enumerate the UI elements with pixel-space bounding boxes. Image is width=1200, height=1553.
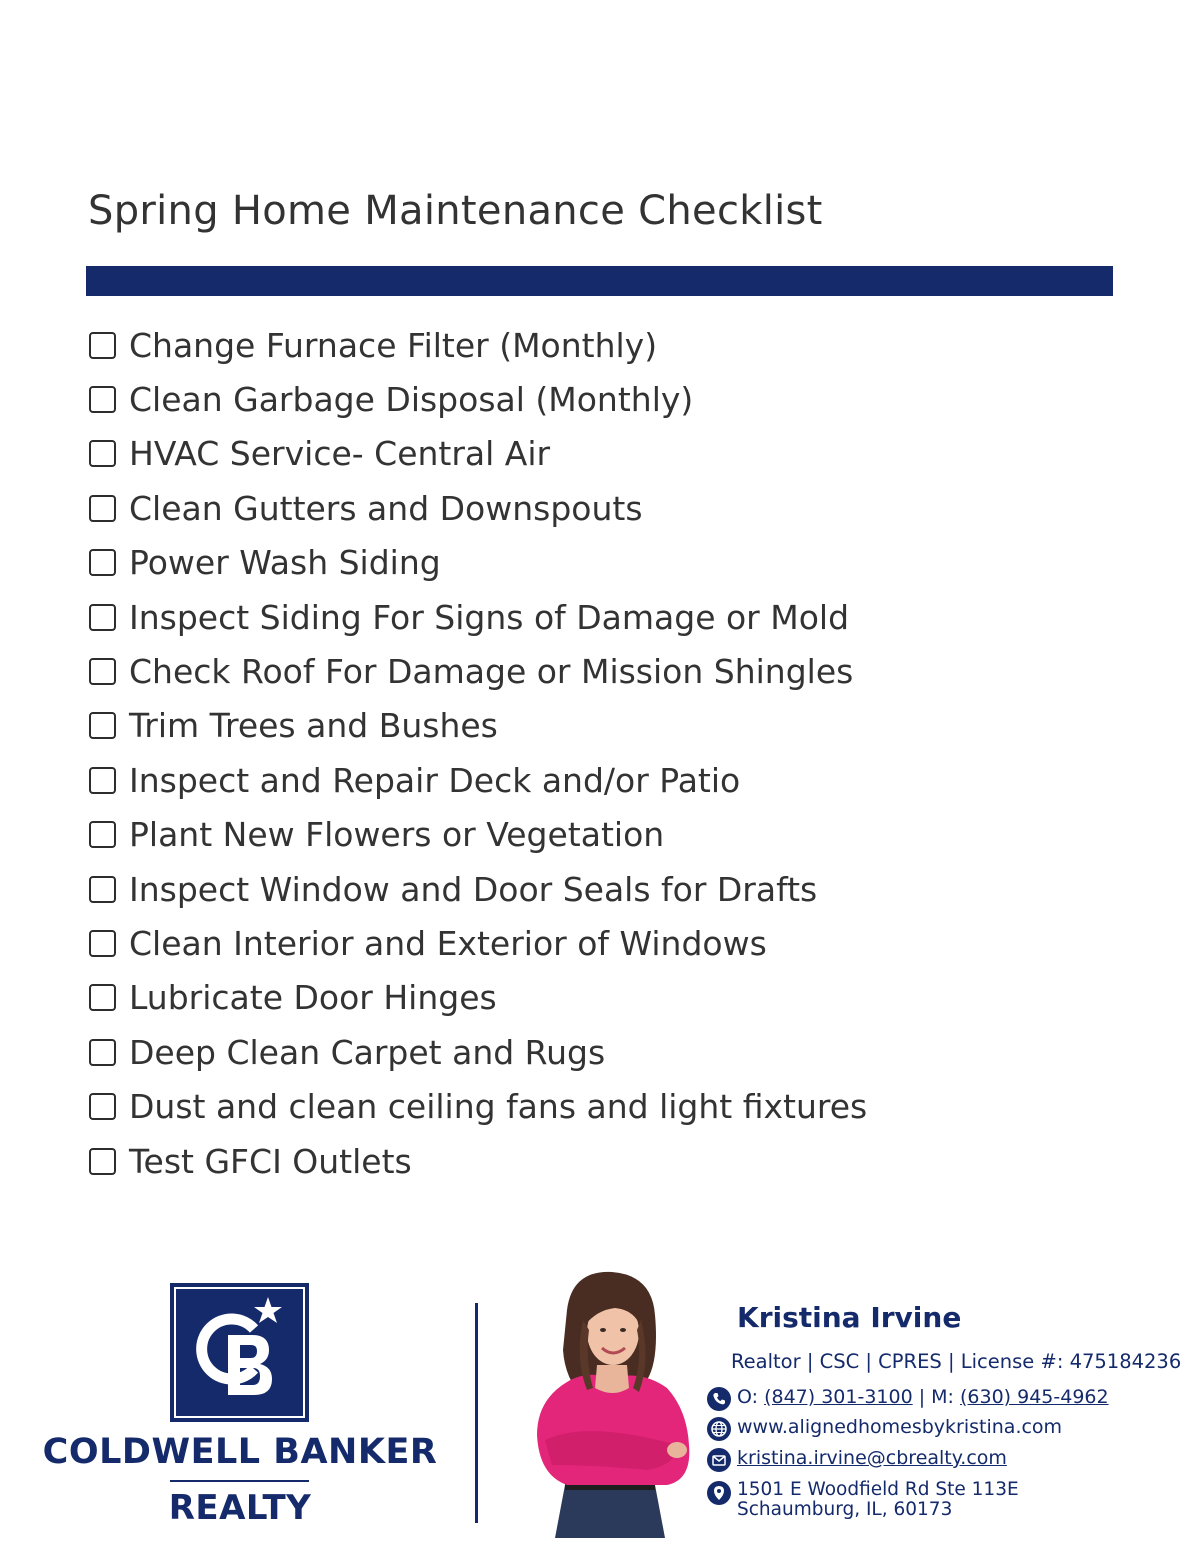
checklist-item-label: Change Furnace Filter (Monthly) bbox=[129, 325, 658, 365]
mobile-phone-link[interactable]: (630) 945-4962 bbox=[960, 1386, 1109, 1408]
agent-photo bbox=[527, 1270, 697, 1538]
phone-row bbox=[707, 1386, 1109, 1411]
checklist-item-label: Deep Clean Carpet and Rugs bbox=[129, 1032, 606, 1072]
address-row bbox=[707, 1480, 1019, 1520]
address-line2: Schaumburg, IL, 60173 bbox=[737, 1499, 953, 1520]
checkbox[interactable] bbox=[89, 495, 116, 522]
checklist-item bbox=[89, 971, 867, 1025]
checklist-item-label: Power Wash Siding bbox=[129, 543, 441, 583]
checklist-item bbox=[89, 318, 867, 372]
checklist-item bbox=[89, 536, 867, 590]
location-pin-icon bbox=[707, 1481, 731, 1505]
office-prefix: O: bbox=[737, 1386, 765, 1408]
email-row bbox=[707, 1447, 1007, 1472]
mobile-separator: | M: bbox=[912, 1386, 960, 1408]
checklist bbox=[89, 318, 867, 1188]
checklist-item bbox=[89, 699, 867, 753]
checklist-item-label: Plant New Flowers or Vegetation bbox=[129, 815, 665, 855]
coldwell-banker-logo-icon bbox=[170, 1283, 309, 1422]
address-line1: 1501 E Woodfield Rd Ste 113E bbox=[737, 1479, 1019, 1500]
checklist-item bbox=[89, 916, 867, 970]
checklist-item-label: Test GFCI Outlets bbox=[129, 1141, 412, 1181]
checklist-item-label: Dust and clean ceiling fans and light fixtures bbox=[129, 1087, 868, 1127]
checkbox[interactable] bbox=[89, 984, 116, 1011]
globe-icon bbox=[707, 1417, 731, 1441]
checklist-item bbox=[89, 644, 867, 698]
website-link[interactable]: www.alignedhomesbykristina.com bbox=[737, 1416, 1063, 1438]
brand-name-line1: COLDWELL BANKER bbox=[42, 1432, 438, 1472]
checklist-item-label: Clean Interior and Exterior of Windows bbox=[129, 923, 767, 963]
checkbox[interactable] bbox=[89, 876, 116, 903]
checklist-item-label: Clean Gutters and Downspouts bbox=[129, 488, 643, 528]
checklist-item-label: HVAC Service- Central Air bbox=[129, 434, 551, 474]
agent-name: Kristina Irvine bbox=[737, 1301, 962, 1334]
checklist-item bbox=[89, 372, 867, 426]
checklist-item-label: Trim Trees and Bushes bbox=[129, 706, 498, 746]
checkbox[interactable] bbox=[89, 1093, 116, 1120]
checklist-item-label: Inspect and Repair Deck and/or Patio bbox=[129, 760, 741, 800]
checklist-item bbox=[89, 1134, 867, 1188]
office-phone-link[interactable]: (847) 301-3100 bbox=[764, 1386, 913, 1408]
title-divider-bar bbox=[86, 266, 1113, 296]
checkbox[interactable] bbox=[89, 1039, 116, 1066]
checklist-item-label: Inspect Window and Door Seals for Drafts bbox=[129, 869, 818, 909]
checklist-item-label: Lubricate Door Hinges bbox=[129, 978, 497, 1018]
checklist-item-label: Clean Garbage Disposal (Monthly) bbox=[129, 380, 694, 420]
checklist-item bbox=[89, 481, 867, 535]
checklist-item bbox=[89, 862, 867, 916]
checkbox[interactable] bbox=[89, 440, 116, 467]
checkbox[interactable] bbox=[89, 1148, 116, 1175]
checkbox[interactable] bbox=[89, 767, 116, 794]
checklist-item bbox=[89, 808, 867, 862]
website-row bbox=[707, 1416, 1062, 1441]
checkbox[interactable] bbox=[89, 332, 116, 359]
checkbox[interactable] bbox=[89, 712, 116, 739]
checklist-item bbox=[89, 1079, 867, 1133]
checklist-item-label: Inspect Siding For Signs of Damage or Mold bbox=[129, 597, 850, 637]
checkbox[interactable] bbox=[89, 821, 116, 848]
checklist-item bbox=[89, 1025, 867, 1079]
checklist-item bbox=[89, 590, 867, 644]
phone-icon bbox=[707, 1387, 731, 1411]
email-link[interactable]: kristina.irvine@cbrealty.com bbox=[737, 1447, 1007, 1469]
checkbox[interactable] bbox=[89, 930, 116, 957]
brand-underline bbox=[170, 1480, 309, 1482]
brand-name-line2: REALTY bbox=[168, 1488, 312, 1528]
page-title: Spring Home Maintenance Checklist bbox=[88, 188, 823, 234]
mail-icon bbox=[707, 1448, 731, 1472]
checkbox[interactable] bbox=[89, 604, 116, 631]
checklist-item-label: Check Roof For Damage or Mission Shingles bbox=[129, 652, 854, 692]
checklist-item bbox=[89, 753, 867, 807]
checkbox[interactable] bbox=[89, 386, 116, 413]
checkbox[interactable] bbox=[89, 658, 116, 685]
footer-divider bbox=[475, 1303, 478, 1523]
agent-credentials: Realtor | CSC | CPRES | License #: 475184236 bbox=[731, 1350, 1182, 1373]
checklist-item bbox=[89, 427, 867, 481]
checkbox[interactable] bbox=[89, 549, 116, 576]
